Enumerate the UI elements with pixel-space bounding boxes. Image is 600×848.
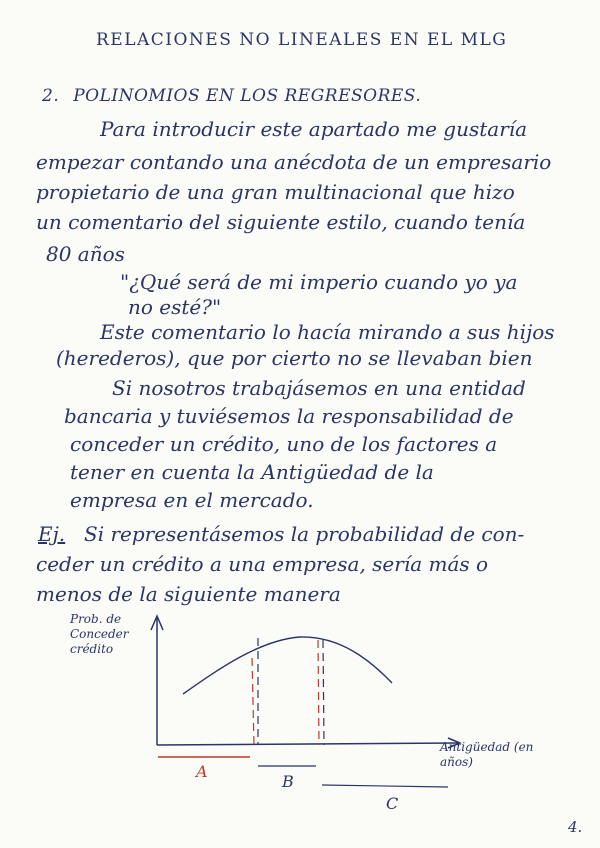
probability-curve: [183, 637, 392, 694]
heirs-line-1: Este comentario lo hacía mirando a sus hijos: [100, 320, 555, 344]
intro-line-2: empezar contando una anécdota de un empresario: [36, 150, 552, 174]
segment-c-label: C: [386, 794, 399, 813]
heirs-line-2: (herederos), que por cierto no se llevaban bien: [56, 346, 533, 370]
segment-a-label: A: [196, 762, 208, 781]
y-axis-label: Prob. de Conceder crédito: [70, 612, 129, 656]
section-number: 2.: [42, 86, 60, 106]
segment-b-label: B: [282, 772, 294, 791]
threshold-line-2-red: [318, 640, 319, 745]
bank-line-5: empresa en el mercado.: [70, 488, 314, 512]
segment-c-line: [322, 785, 448, 787]
quote-line-1: "¿Qué será de mi imperio cuando yo ya: [120, 270, 518, 294]
bank-line-3: conceder un crédito, uno de los factores a: [70, 432, 498, 456]
bank-line-1: Si nosotros trabajásemos en una entidad: [112, 376, 526, 400]
example-line-2: ceder un crédito a una empresa, sería más o: [36, 552, 489, 576]
example-label: Ej.: [38, 522, 66, 546]
threshold-line-1-red: [252, 658, 254, 745]
intro-line-3: propietario de una gran multinacional que hizo: [36, 180, 515, 204]
intro-line-1: Para introducir este apartado me gustaría: [100, 117, 528, 141]
example-line-3: menos de la siguiente manera: [36, 582, 341, 606]
page-title: RELACIONES NO LINEALES EN EL MLG: [96, 30, 508, 50]
x-axis-label: Antigüedad (en años): [440, 740, 534, 769]
bank-line-4: tener en cuenta la Antigüedad de la: [70, 460, 434, 484]
example-line-1: Si representásemos la probabilidad de con-: [84, 522, 525, 546]
threshold-line-2-blue: [323, 640, 324, 745]
x-axis: [157, 743, 458, 745]
bank-line-2: bancaria y tuviésemos la responsabilidad de: [64, 404, 514, 428]
intro-line-5: 80 años: [46, 242, 125, 266]
page-number: 4.: [568, 818, 583, 836]
intro-line-4: un comentario del siguiente estilo, cuando tenía: [36, 210, 526, 234]
quote-line-2: no esté?": [128, 295, 222, 319]
section-title: POLINOMIOS EN LOS REGRESORES.: [73, 86, 422, 106]
